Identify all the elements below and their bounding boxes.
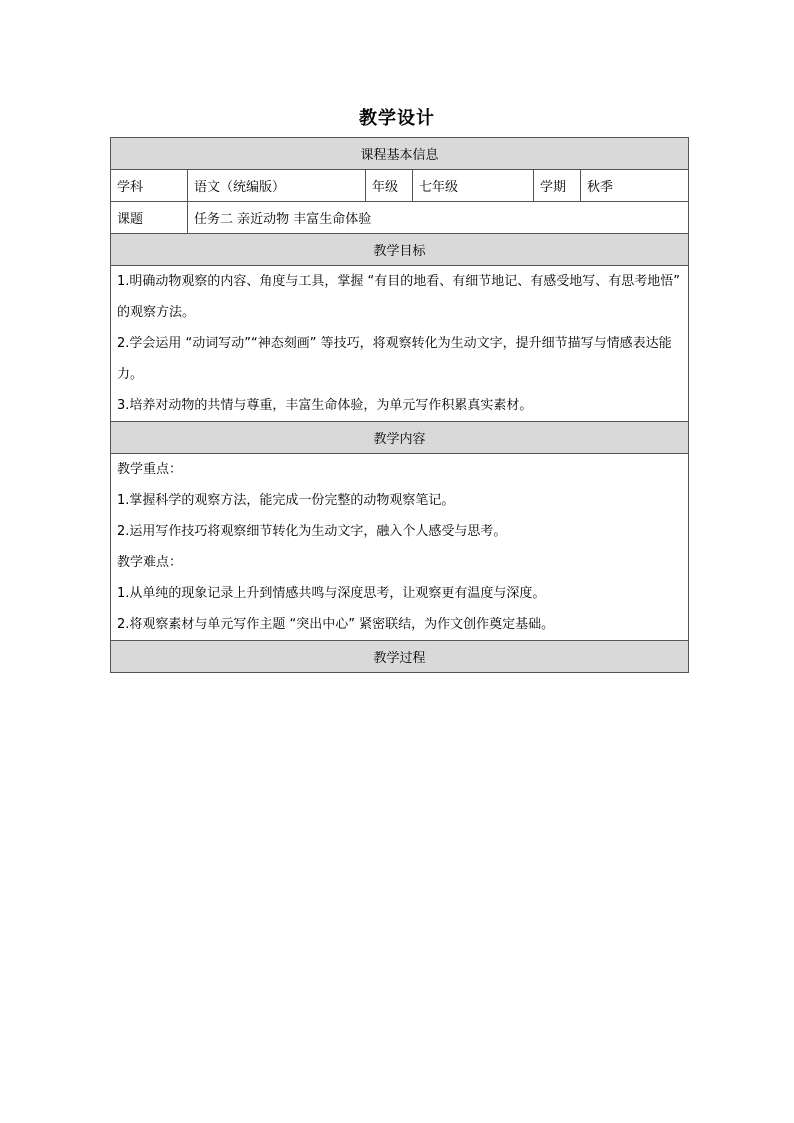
process-header: 教学过程: [111, 641, 689, 673]
content-header: 教学内容: [111, 422, 689, 454]
subject-label: 学科: [111, 170, 188, 202]
grade-value: 七年级: [413, 170, 534, 202]
term-value: 秋季: [581, 170, 689, 202]
content-block: [111, 454, 689, 641]
topic-value: 任务二 亲近动物 丰富生命体验: [188, 202, 689, 234]
basic-info-header: 课程基本信息: [111, 138, 689, 170]
goal-item: 3.培养对动物的共情与尊重，丰富生命体验，为单元写作积累真实素材。: [117, 398, 533, 413]
topic-label: 课题: [111, 202, 188, 234]
key-point-item: 2.运用写作技巧将观察细节转化为生动文字，融入个人感受与思考。: [117, 524, 507, 539]
goals-block: [111, 266, 689, 422]
difficulty-label: 教学难点：: [117, 555, 183, 570]
key-point-item: 1.掌握科学的观察方法，能完成一份完整的动物观察笔记。: [117, 493, 455, 508]
subject-value: 语文（统编版）: [188, 170, 366, 202]
key-points-label: 教学重点：: [117, 462, 183, 477]
goal-item: 2.学会运用 “动词写动”“神态刻画” 等技巧，将观察转化为生动文字，提升细节描写与情感表达能力。: [117, 336, 672, 382]
grade-label: 年级: [366, 170, 413, 202]
term-label: 学期: [534, 170, 581, 202]
page-title: 教学设计: [359, 108, 435, 129]
difficulty-item: 2.将观察素材与单元写作主题 “突出中心” 紧密联结，为作文创作奠定基础。: [117, 617, 555, 632]
goal-item: 1.明确动物观察的内容、角度与工具，掌握 “有目的地看、有细节地记、有感受地写、有思考地悟” 的观察方法。: [117, 274, 681, 320]
goals-header: 教学目标: [111, 234, 689, 266]
difficulty-item: 1.从单纯的现象记录上升到情感共鸣与深度思考，让观察更有温度与深度。: [117, 586, 546, 601]
lesson-plan-table: [110, 137, 689, 673]
